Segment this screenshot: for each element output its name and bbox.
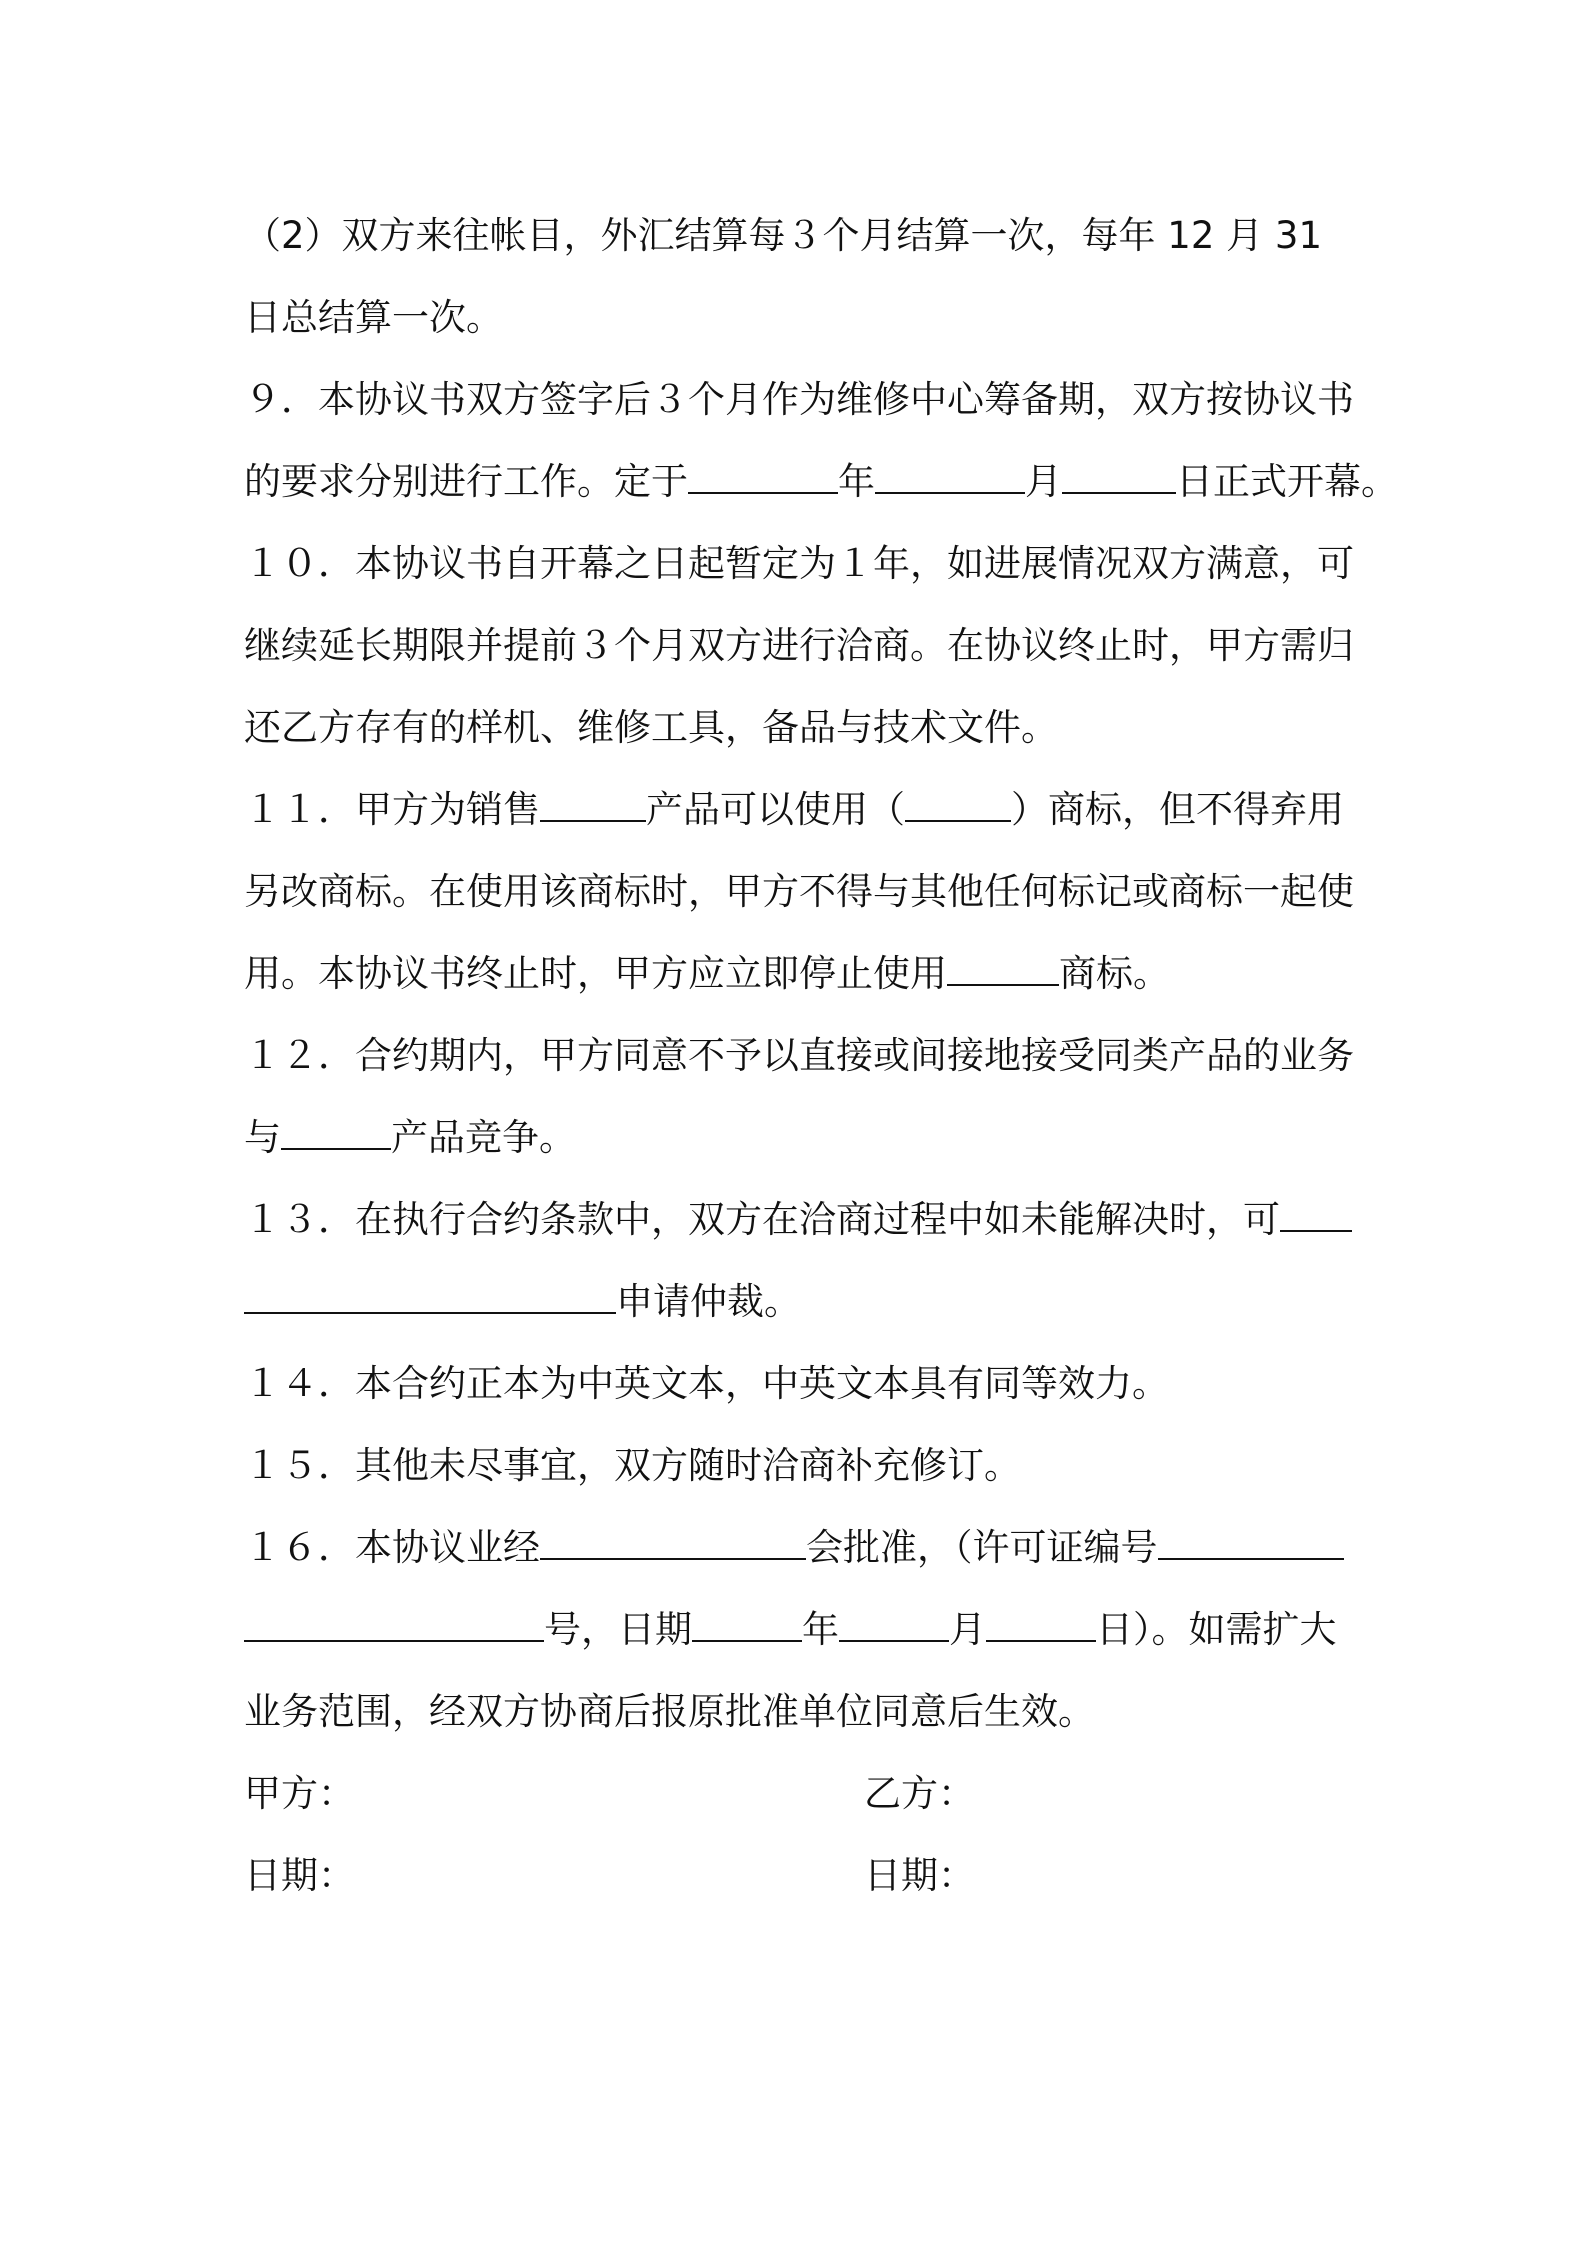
text-segment: １１．甲方为销售 [244,788,540,831]
text-segment: １６．本协议业经 [244,1526,540,1569]
clause-13-line-1 [244,1194,1364,1246]
text-segment: 日）。如需扩大 [1096,1608,1337,1651]
blank-month[interactable] [875,456,1025,494]
blank-day[interactable] [986,1604,1096,1642]
clause-10-line-1 [244,538,1364,590]
clause-16-line-1 [244,1522,1364,1574]
blank-arbitration-1[interactable] [1280,1194,1352,1232]
text-segment: 的要求分别进行工作。定于 [244,460,688,503]
clause-9-line-2 [244,456,1398,508]
party-a-label: 甲方： [244,1772,355,1815]
text-segment: 用。本协议书终止时，甲方应立即停止使用 [244,952,947,995]
text-segment: 日正式开幕。 [1176,460,1398,503]
text-segment: 号，日期 [544,1608,692,1651]
text-segment: 日总结算一次。 [244,296,503,339]
blank-year[interactable] [692,1604,802,1642]
clause-12-line-2 [244,1112,1364,1164]
clause-13-line-2 [244,1276,1364,1328]
blank-license-number-2[interactable] [244,1604,544,1642]
paragraph-line [244,292,1364,344]
text-segment: 业务范围，经双方协商后报原批准单位同意后生效。 [244,1690,1095,1733]
clause-11-line-3 [244,948,1364,1000]
blank-trademark-name[interactable] [947,948,1059,986]
text-segment: １４．本合约正本为中英文本，中英文本具有同等效力。 [244,1362,1169,1405]
text-segment: 产品竞争。 [391,1116,576,1159]
clause-15 [244,1440,1364,1492]
text-segment: １０．本协议书自开幕之日起暂定为１年，如进展情况双方满意，可 [244,542,1354,585]
blank-arbitration-2[interactable] [244,1276,616,1314]
text-segment: 还乙方存有的样机、维修工具，备品与技术文件。 [244,706,1058,749]
blank-trademark[interactable] [905,784,1011,822]
blank-product[interactable] [540,784,646,822]
clause-16-line-3 [244,1686,1364,1738]
text-segment: 年 [838,460,875,503]
paragraph-line [244,210,1364,262]
text-segment: 年 [802,1608,839,1651]
text-segment: １２．合约期内，甲方同意不予以直接或间接地接受同类产品的业务 [244,1034,1354,1077]
party-b-label: 乙方： [864,1772,975,1815]
blank-day[interactable] [1062,456,1176,494]
text-segment: 与 [244,1116,281,1159]
text-segment: ）商标，但不得弃用 [1011,788,1344,831]
text-segment: 另改商标。在使用该商标时，甲方不得与其他任何标记或商标一起使 [244,870,1354,913]
text-segment: 会批准，（许可证编号 [806,1526,1158,1569]
date-a-label: 日期： [244,1854,355,1897]
blank-year[interactable] [688,456,838,494]
clause-10-line-3 [244,702,1364,754]
text-segment: 继续延长期限并提前３个月双方进行洽商。在协议终止时，甲方需归 [244,624,1354,667]
blank-approval-authority[interactable] [540,1522,806,1560]
clause-11-line-2 [244,866,1364,918]
clause-16-line-2 [244,1604,1364,1656]
text-segment: 申请仲裁。 [616,1280,801,1323]
clause-12-line-1 [244,1030,1364,1082]
clause-10-line-2 [244,620,1364,672]
text-segment: （2）双方来往帐目，外汇结算每３个月结算一次，每年 12 月 31 [244,214,1322,257]
blank-competing-product[interactable] [281,1112,391,1150]
clause-14 [244,1358,1364,1410]
clause-9-line-1 [244,374,1364,426]
text-segment: 产品可以使用（ [646,788,905,831]
text-segment: ９．本协议书双方签字后３个月作为维修中心筹备期，双方按协议书 [244,378,1354,421]
blank-license-number-1[interactable] [1158,1522,1344,1560]
text-segment: 商标。 [1059,952,1170,995]
text-segment: 月 [1025,460,1062,503]
text-segment: １３．在执行合约条款中，双方在洽商过程中如未能解决时，可 [244,1198,1280,1241]
clause-11-line-1 [244,784,1364,836]
text-segment: １５．其他未尽事宜，双方随时洽商补充修订。 [244,1444,1021,1487]
text-segment: 月 [949,1608,986,1651]
blank-month[interactable] [839,1604,949,1642]
date-b-label: 日期： [864,1854,975,1897]
